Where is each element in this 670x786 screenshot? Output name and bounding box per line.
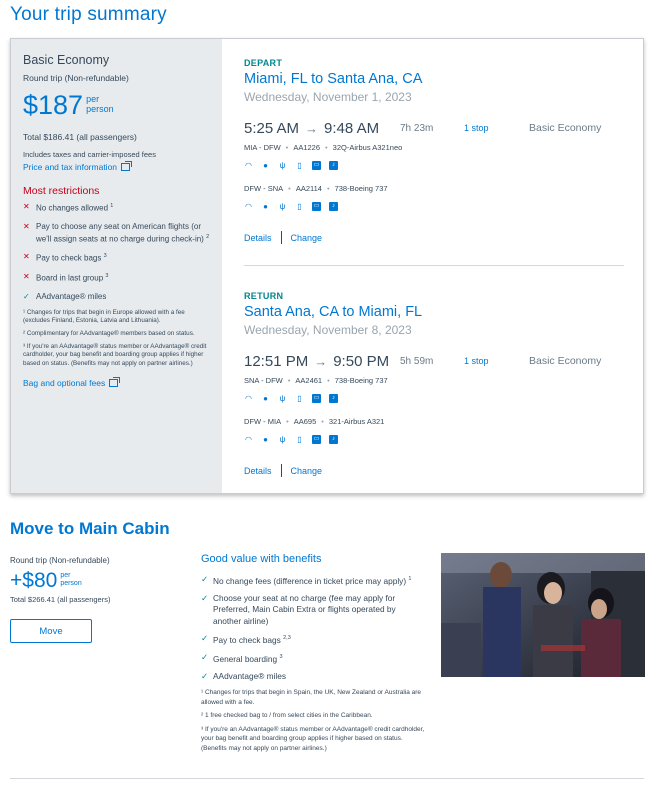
- wifi-icon: ◠: [245, 393, 252, 403]
- streaming-icon: ▭: [313, 394, 320, 401]
- check-icon: ✓: [201, 632, 208, 643]
- entertainment-icon: ▯: [297, 393, 302, 403]
- usb-icon: ψ: [279, 160, 286, 170]
- upsell-price: +$80: [10, 569, 58, 592]
- restriction-item: ✕ Pay to choose any seat on American flights (or we'll assign seats at no charge during check-in) $^2$: [23, 221, 210, 244]
- amenities: [244, 201, 624, 211]
- fare-price: $187: [23, 90, 84, 120]
- power-icon: ●: [263, 434, 268, 444]
- external-link-icon: [121, 163, 130, 171]
- power-icon: ●: [263, 393, 268, 403]
- amenities: [244, 160, 624, 170]
- passengers-illustration: [441, 553, 645, 677]
- fare-footnotes: [23, 309, 210, 369]
- check-icon: ✓: [201, 652, 208, 663]
- usb-icon: ψ: [279, 201, 286, 211]
- restriction-item: ✕ No changes allowed $^1$: [23, 202, 114, 213]
- arrive-time: 9:48 AM: [324, 120, 380, 137]
- footnote: ² 1 free checked bag to / from select cities in the Caribbean.: [201, 712, 373, 720]
- upsell-title: Move to Main Cabin: [10, 519, 170, 538]
- amenities: [244, 393, 624, 403]
- benefit-item: ✓ Choose your seat at no charge (fee may apply for Preferred, Main Cabin Extra or flights operated by another airline): [201, 593, 396, 626]
- depart-time: 5:25 AM: [244, 120, 300, 137]
- move-button[interactable]: Move: [10, 619, 92, 643]
- restrictions-title: Most restrictions: [23, 185, 100, 197]
- fare-name: Basic Economy: [23, 53, 110, 67]
- leg: DFW - MIA • AA695 • 321-Airbus A321: [244, 417, 385, 426]
- divider: [281, 464, 282, 477]
- depart-time: 12:51 PM: [244, 353, 309, 370]
- benefits-title: Good value with benefits: [201, 553, 322, 565]
- depart-label: DEPART: [244, 58, 283, 68]
- fare-includes: Includes taxes and carrier-imposed fees: [23, 150, 156, 159]
- power-icon: ●: [263, 160, 268, 170]
- benefit-item: ✓ No change fees (difference in ticket price may apply) $^1$: [201, 574, 412, 586]
- footnote: ³ If you're an AAdvantage® status member or AAdvantage® credit cardholder, your bag benefit and boarding group applies if higher based on status. (Benefits may not apply on partner airlines.): [201, 725, 425, 752]
- footnote: ² Complimentary for AAdvantage® members based on status.: [23, 330, 195, 338]
- depart-date: Wednesday, November 1, 2023: [244, 90, 412, 104]
- streaming-icon: ▭: [313, 202, 320, 209]
- upsell-price-block: [10, 556, 180, 643]
- return-label: RETURN: [244, 291, 284, 301]
- benefit-item: ✓ AAdvantage® miles: [201, 671, 286, 682]
- upsell-benefits: [201, 553, 426, 757]
- fare-panel: [11, 39, 222, 493]
- restriction-item: ✓ AAdvantage® miles: [23, 291, 107, 301]
- music-icon: ♪: [329, 202, 338, 211]
- bag-fees-link[interactable]: Bag and optional fees: [23, 377, 106, 388]
- amenities: [244, 434, 624, 444]
- return-date: Wednesday, November 8, 2023: [244, 323, 412, 337]
- page-title: Your trip summary: [10, 4, 167, 25]
- upsell-trip-type: Round trip (Non-refundable): [10, 556, 110, 565]
- leg: DFW - SNA • AA2114 • 738-Boeing 737: [244, 184, 388, 193]
- benefit-item: ✓ General boarding $^3$: [201, 652, 283, 664]
- return-segment: [244, 291, 624, 477]
- divider: [281, 231, 282, 244]
- power-icon: ●: [263, 201, 268, 211]
- segment-divider: [244, 265, 624, 266]
- x-icon: ✕: [23, 202, 30, 211]
- music-icon: ♪: [329, 435, 338, 444]
- check-icon: ✓: [201, 671, 208, 682]
- duration: 5h 59m: [400, 356, 434, 367]
- trip-summary-card: [10, 38, 644, 494]
- leg: MIA - DFW • AA1226 • 32Q-Airbus A321neo: [244, 143, 403, 152]
- depart-route: Miami, FL to Santa Ana, CA: [244, 71, 423, 87]
- leg: SNA - DFW • AA2461 • 738-Boeing 737: [244, 376, 388, 385]
- wifi-icon: ◠: [245, 160, 252, 170]
- music-icon: ♪: [329, 161, 338, 170]
- details-link[interactable]: Details: [244, 465, 272, 476]
- streaming-icon: ▭: [313, 435, 320, 442]
- x-icon: ✕: [23, 271, 30, 281]
- change-link[interactable]: Change: [290, 465, 323, 476]
- benefits-list: [201, 574, 426, 682]
- footnote: ³ If you're an AAdvantage® status member or AAdvantage® credit cardholder, your bag benefit and boarding group applies if higher based on status. (Benefits may not apply on partner airlines.): [23, 342, 207, 368]
- streaming-icon: ▭: [313, 161, 320, 168]
- entertainment-icon: ▯: [297, 434, 302, 444]
- music-icon: ♪: [329, 394, 338, 403]
- x-icon: ✕: [23, 252, 30, 262]
- price-tax-link[interactable]: Price and tax information: [23, 162, 118, 172]
- usb-icon: ψ: [279, 434, 286, 444]
- wifi-icon: ◠: [245, 434, 252, 444]
- change-link[interactable]: Change: [290, 232, 323, 243]
- return-route: Santa Ana, CA to Miami, FL: [244, 304, 423, 320]
- upsell-price-per: per person: [60, 572, 82, 587]
- fare-price-per: per person: [86, 94, 114, 114]
- benefit-item: ✓ Pay to check bags $^{2,3}$: [201, 632, 291, 645]
- cabin: Basic Economy: [529, 355, 602, 367]
- restriction-item: ✕ Pay to check bags $^3$: [23, 252, 107, 263]
- cabin: Basic Economy: [529, 122, 602, 134]
- external-link-icon: [109, 379, 118, 387]
- main-cabin-photo: [441, 553, 645, 677]
- trip-type: Round trip (Non-refundable): [23, 73, 129, 83]
- footnote: ¹ Changes for trips that begin in Europe allowed with a fee (excludes Finland, Estonia, Latvia and Lithuania).: [23, 308, 185, 325]
- footnote: ¹ Changes for trips that begin in Spain, the UK, New Zealand or Australia are allowed with a fee.: [201, 689, 422, 706]
- entertainment-icon: ▯: [297, 160, 302, 170]
- wifi-icon: ◠: [245, 201, 252, 211]
- x-icon: ✕: [23, 221, 30, 231]
- check-icon: ✓: [201, 574, 208, 584]
- restrictions-list: [23, 201, 210, 302]
- fare-total: Total $186.41 (all passengers): [23, 132, 137, 142]
- stops-link[interactable]: 1 stop: [464, 356, 489, 366]
- stops-link[interactable]: 1 stop: [464, 123, 489, 133]
- usb-icon: ψ: [279, 393, 286, 403]
- bottom-divider: [10, 778, 644, 779]
- upsell-total: Total $266.41 (all passengers): [10, 595, 111, 604]
- details-link[interactable]: Details: [244, 232, 272, 243]
- arrow-right-icon: →: [305, 121, 319, 136]
- arrive-time: 9:50 PM: [333, 353, 390, 370]
- restriction-item: ✕ Board in last group $^3$: [23, 271, 109, 283]
- check-icon: ✓: [23, 291, 30, 301]
- entertainment-icon: ▯: [297, 201, 302, 211]
- arrow-right-icon: →: [314, 354, 328, 369]
- check-icon: ✓: [201, 593, 208, 604]
- depart-segment: [244, 58, 624, 244]
- duration: 7h 23m: [400, 123, 434, 134]
